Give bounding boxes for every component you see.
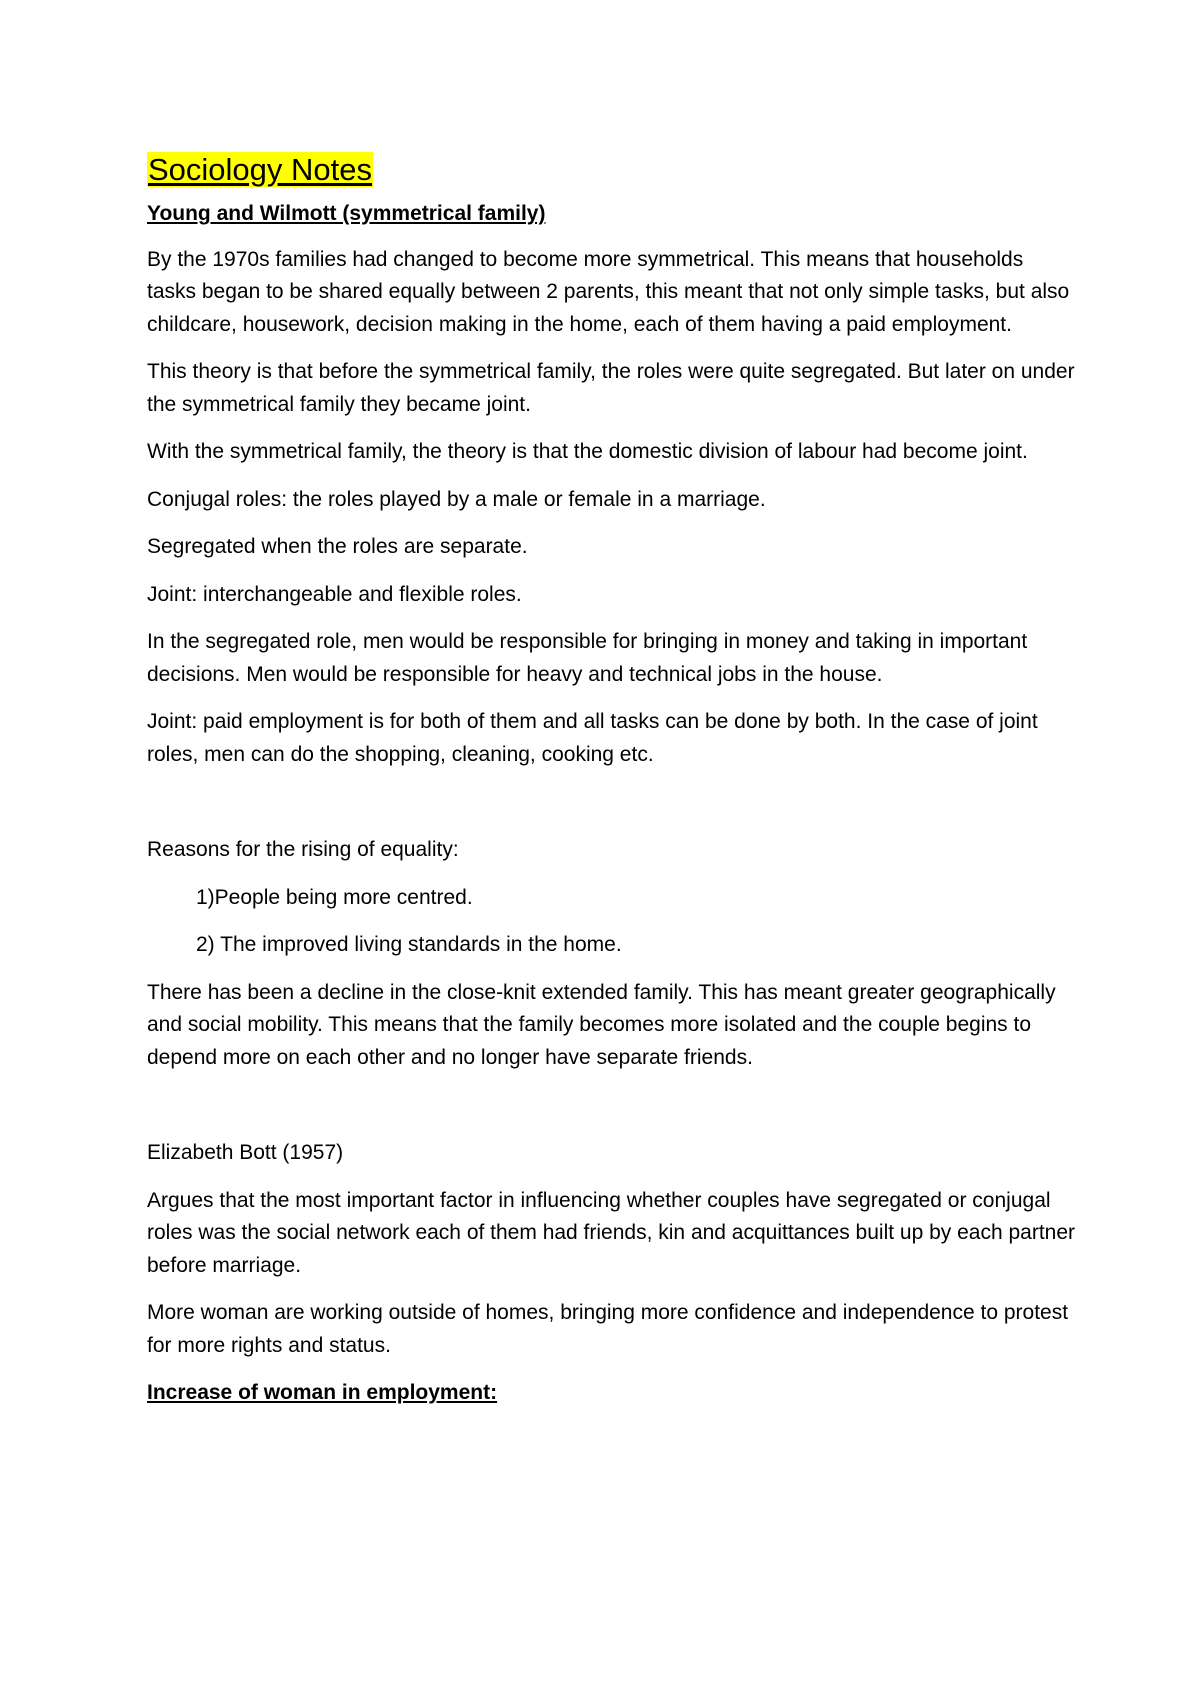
blank-line bbox=[147, 1089, 1077, 1137]
paragraph: In the segregated role, men would be responsible for bringing in money and taking in important decisions. Men would be responsible for heavy and technical jobs in the house. bbox=[147, 630, 1028, 686]
reason-item: 1)People being more centred. bbox=[196, 885, 473, 909]
reasons-intro: Reasons for the rising of equality: bbox=[147, 838, 459, 861]
paragraph: Joint: paid employment is for both of them and all tasks can be done by both. In the case of joint roles, men can do the shopping, cleaning, cooking etc. bbox=[147, 710, 1038, 766]
paragraph: With the symmetrical family, the theory is that the domestic division of labour had become joint. bbox=[147, 440, 1028, 463]
paragraph: Joint: interchangeable and flexible roles. bbox=[147, 582, 522, 606]
paragraph: Conjugal roles: the roles played by a male or female in a marriage. bbox=[147, 487, 766, 511]
paragraph: This theory is that before the symmetrical family, the roles were quite segregated. But later on under the symmetrical family they became joint. bbox=[147, 360, 1075, 416]
paragraph: Segregated when the roles are separate. bbox=[147, 535, 528, 558]
blank-line bbox=[147, 786, 1077, 834]
section-heading-employment: Increase of woman in employment: bbox=[147, 1381, 498, 1404]
document-body bbox=[147, 150, 1077, 1410]
paragraph-decline: There has been a decline in the close-knit extended family. This has meant greater geographically and social mobility. This means that the family becomes more isolated and the couple begins to depend more on each other and no longer have separate friends. bbox=[147, 980, 1056, 1069]
title-highlight: Sociology Notes bbox=[148, 152, 373, 187]
reason-item: 2) The improved living standards in the home. bbox=[196, 933, 622, 956]
paragraph: By the 1970s families had changed to become more symmetrical. This means that households tasks began to be shared equally between 2 parents, this meant that not only simple tasks, but also childcare, housework, decision making in the home, each of them having a paid employment. bbox=[147, 247, 1070, 336]
section-heading-young-wilmott: Young and Wilmott (symmetrical family) bbox=[147, 202, 546, 225]
document-title bbox=[147, 150, 1077, 190]
paragraph: Argues that the most important factor in influencing whether couples have segregated or conjugal roles was the social network each of them had friends, kin and acquittances built up by each partner before marriage. bbox=[147, 1188, 1076, 1277]
section-heading-bott: Elizabeth Bott (1957) bbox=[147, 1141, 344, 1164]
paragraph: More woman are working outside of homes, bringing more confidence and independence to protest for more rights and status. bbox=[147, 1301, 1069, 1357]
